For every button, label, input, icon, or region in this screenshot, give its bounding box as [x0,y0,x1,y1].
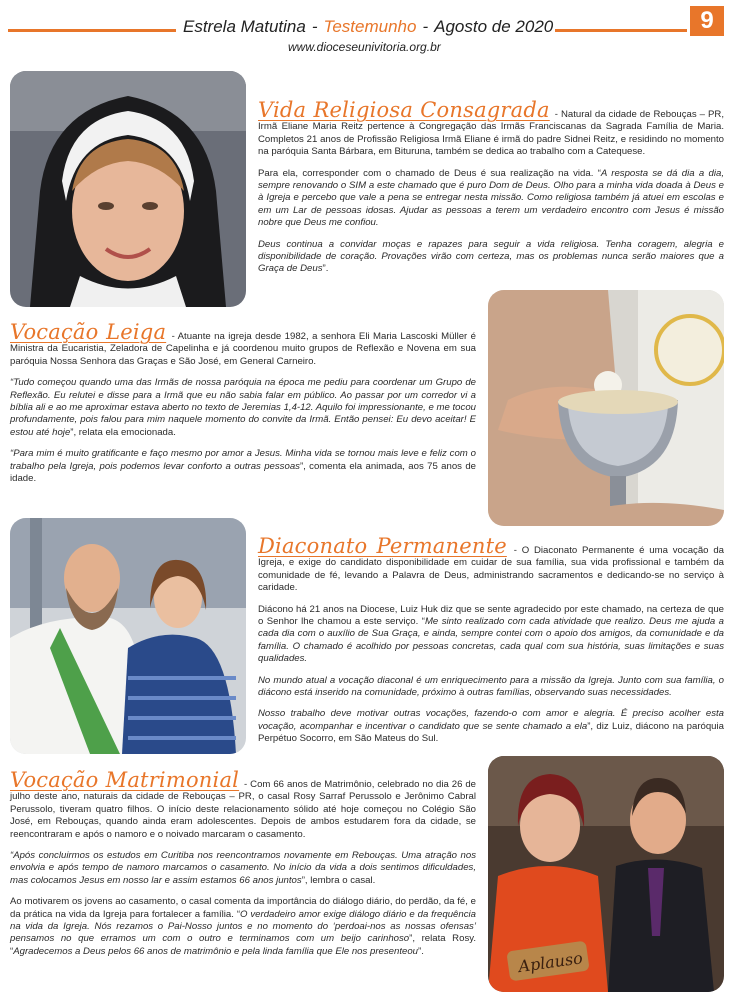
section-title-vida-religiosa: Vida Religiosa Consagrada [258,98,550,122]
quote-text: No mundo atual a vocação diaconal é um enriquecimento para a missão da Igreja. Junto com sua família, o diácono está inserido na comunidade, próximo à outras famílias, observando suas necessidades. [258,674,724,699]
paragraph-lead: Diácono há 21 anos na Diocese, Luiz Huk diz que se sente agradecido por este chamado, na certeza de que o Senhor lhe chamou a este serviço. “ [258,603,724,628]
photo-nun [10,71,246,307]
section-diaconato [258,534,724,755]
section-intro: - O Diaconato Permanente é uma vocação da Igreja, e exige do candidato disponibilidade em cuidar de sua família, sua vida profissional e também da comunidade de fé, levando a Palavra de Deus, administrando sacramentos e dedicando-se no serviço à caridade. [258,545,724,594]
section-intro: - Atuante na igreja desde 1982, a senhora Eli Maria Lascoski Müller é Ministra da Eucaristia, Zeladora de Capelinha e já coordenou muito grupos de Reflexão e Novena em sua paróquia Nossa Senhora das Graças e São José, em General Carneiro. [10,331,477,367]
section-title-diaconato: Diaconato Permanente [258,534,507,558]
section-vocacao-matrimonial [10,768,477,967]
photo-chalice [488,290,724,526]
page-number: 9 [690,6,724,36]
paragraph-tail: ”, lembra o casal. [301,874,376,886]
paragraph-tail: ”. [322,263,329,275]
photo-deacon-couple [10,518,246,754]
quote-text: “Para mim é muito gratificante e faço mesmo por amor a Jesus. Minha vida se tornou mais leve e feliz com o trabalho pela Igreja, pois podemos levar conforto a outras pessoas [10,448,476,472]
photo-married-couple [488,756,724,992]
quote-text: A resposta se dá dia a dia, sempre renovando o SIM a este chamado que é puro Dom de Deus. Olho para a minha vida doada à Deus e à Igreja e percebo que vale a pena se entregar nesta missão. Como religiosa também já atuei em escolas e em um Lar de pessoas idosas. Ajudar as pessoas a terem um verdadeiro encontro com Jesus é missão nobre que Deus me confiou. [258,167,724,229]
paragraph-tail: ”, relata ela emocionada. [70,426,176,438]
quote-text: Nosso trabalho deve motivar outras vocações, fazendo-o com amor e alegria. É preciso acolher esta vocação, acompanhar e incentivar o candidato que se sente chamado a ela [258,708,724,732]
website-url[interactable]: www.dioceseunivitoria.org.br [288,40,441,54]
section-vocacao-leiga [10,320,477,494]
quote-text: O verdadeiro amor exige diálogo diário e da frequência na vida da Igreja. Nós rezamos o Pai-Nosso juntos e no momento do ‘perdoai-nos as nossas ofensas’ pensamos no que erramos um com o outro e terminamos com um beijo carinhoso [10,908,476,945]
quote-text: Me sinto realizado com cada atividade que realizo. Deus me ajuda a cada dia com o auxílio de Sua Graça, e ainda, sempre contei com o apoio dos amigos, da comunidade e da família. O chamado é acolhido por pessoas concretas, cada qual com sua história, suas limitações e suas qualidades. [258,616,724,665]
quote-text: “Tudo começou quando uma das Irmãs de nossa paróquia na época me pediu para coordenar um Grupo de Reflexão. Eu relutei e disse para a Irmã que eu não sabia falar em público. Ao passar por um corredor vi a bíblia ali e ao me aproximar estava aberto no texto de Jeremias 1,4-12. Aquilo foi impressionante, e me tocou profundamente, pois falou para mim naquele momento do convite da Irmã. Então pensei: Eu devo aceitar! E estou até hoje [10,377,476,438]
header-rule-right [555,29,687,32]
header-rule-left [8,29,176,32]
publication-name: Estrela Matutina [183,17,306,36]
paragraph-lead: Ao motivarem os jovens ao casamento, o casal comenta da importância do diálogo diário, do perdão, da fé, e da prática na vida da Igreja para fortalecer a família. “ [10,896,476,920]
paragraph-tail: ”. [418,945,424,957]
quote-text: Deus continua a convidar moças e rapazes para seguir a vida religiosa. Tenha coragem, alegria e disponibilidade de coração. Provações virão com certeza, mas os problemas nunca serão maiores que a Graça de Deus [258,238,724,275]
quote-text: “Após concluirmos os estudos em Curitiba nos reencontramos novamente em Rebouças. Uma atração nos envolvia e após tempo de namoro marcamos o casamento. No início da vida a dois sentimos dificuldades, mas colocamos Jesus em nosso lar e assim estamos 66 anos juntos [10,850,476,886]
paragraph-mid: ”, relata Rosy. “ [10,933,476,957]
sign-text: Aplauso [517,948,584,977]
section-name: Testemunho [323,17,417,36]
section-vida-religiosa [258,98,724,285]
paragraph-tail: ”, comenta ela animada, aos 75 anos de idade. [10,460,476,485]
paragraph-lead: Para ela, corresponder com o chamado de Deus é sua realização na vida. “ [258,167,601,179]
section-title-vocacao-leiga: Vocação Leiga [10,320,167,344]
paragraph-tail: ”, diz Luiz, diácono na paróquia Perpétuo Socorro, em São Mateus do Sul. [258,720,724,745]
section-title-vocacao-matrimonial: Vocação Matrimonial [10,768,240,792]
section-intro: - Com 66 anos de Matrimônio, celebrado no dia 26 de julho deste ano, naturais da cidade de Rebouças – PR, o casal Rosy Sarraf Perussolo e Jerônimo Cabral Perussolo, tiveram quatro filhos. O início deste relacionamento sólido até hoje começou no Colégio São José, em Rebouças, quando ainda eram adolescentes. Depois de ambos estudarem fora da cidade, se reencontraram e após o namoro e o noivado marcaram o casamento. [10,779,477,840]
section-intro: - Natural da cidade de Rebouças – PR, Irmã Eliane Maria Reitz pertence à Congregação das Irmãs Franciscanas da Sagrada Família de Maria. Completos 21 anos de Profissão Religiosa Irmã Eliane é irmã do padre Sidnei Reitz, e residindo no momento na paróquia Santa Bárbara, em Bituruna, também se dedica ao trabalho com a Catequese. [258,109,724,158]
header-title: Estrela Matutina - Testemunho - Agosto de 2020 [183,17,554,36]
issue-date: Agosto de 2020 [434,17,554,36]
quote-text: Agradecemos a Deus pelos 66 anos de matrimônio e pela linda família que Ele nos presenteou [13,945,418,957]
